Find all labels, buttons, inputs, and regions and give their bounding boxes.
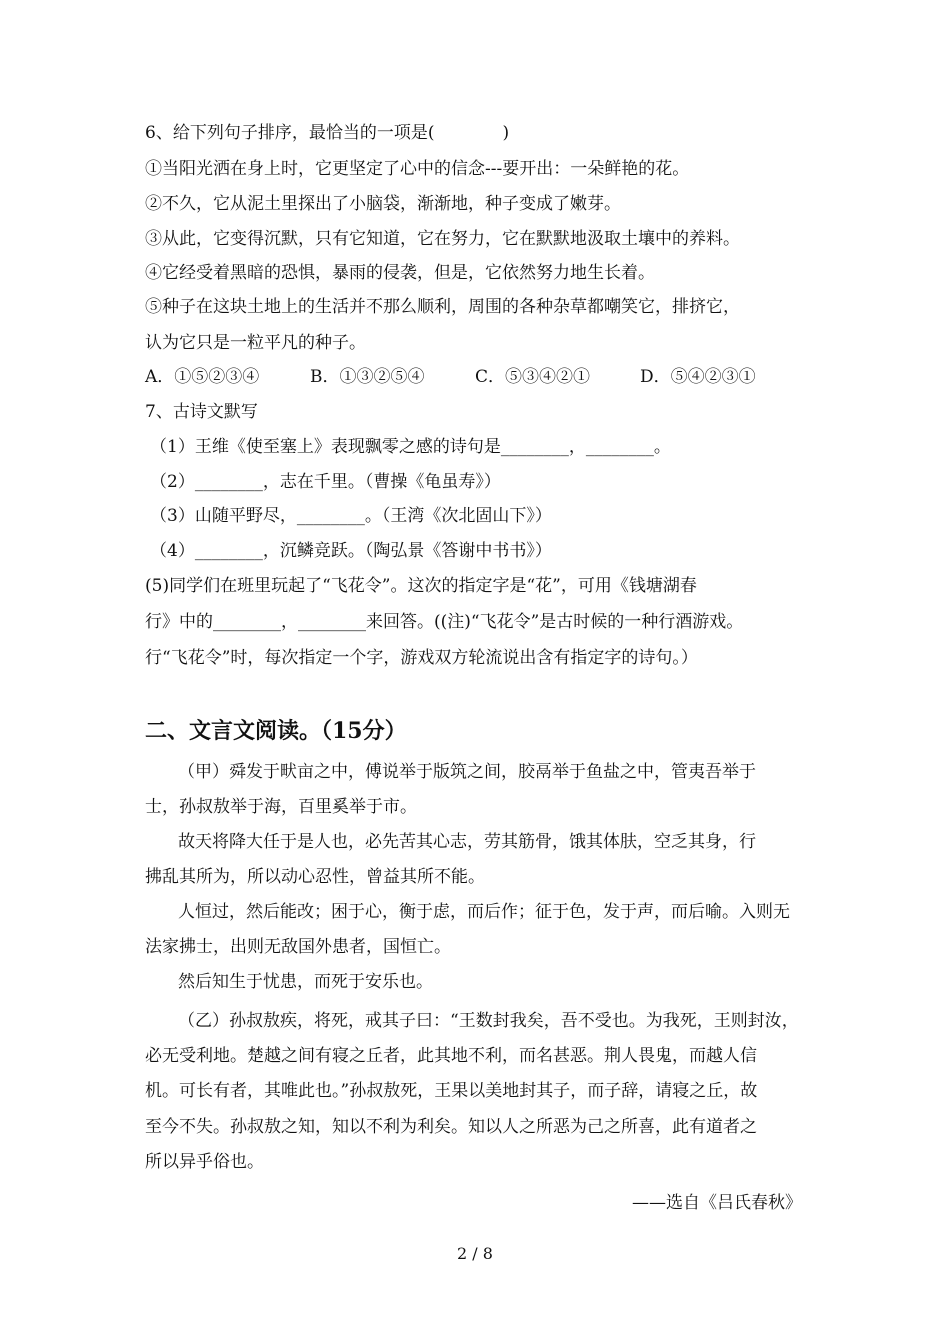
page-number: 2 / 8 — [457, 1244, 493, 1263]
passage-line: 法家拂士，出则无敌国外患者，国恒亡。 — [145, 937, 451, 957]
q6-option-d: D．⑤④②③① — [640, 367, 756, 387]
q7-item-4: （4）________，沉鳞竞跃。（陶弘景《答谢中书书》） — [150, 541, 552, 561]
q7-item-2: （2）________，志在千里。（曹操《龟虽寿》） — [150, 472, 501, 492]
q6-item-5-cont: 认为它只是一粒平凡的种子。 — [145, 333, 366, 353]
passage-line: 拂乱其所为，所以动心忍性，曾益其所不能。 — [145, 867, 485, 887]
passage-line: 机。可长有者，其唯此也。”孙叔敖死，王果以美地封其子，而子辞，请寝之丘，故 — [145, 1081, 758, 1101]
passage-line: 至今不失。孙叔敖之知，知以不利为利矣。知以人之所恶为己之所喜，此有道者之 — [145, 1117, 757, 1137]
q7-item-3: （3）山随平野尽，________。（王湾《次北固山下》） — [150, 506, 552, 526]
passage-line: 必无受利地。楚越之间有寝之丘者，此其地不利，而名甚恶。荆人畏鬼，而越人信 — [145, 1046, 757, 1066]
passage-line: （甲）舜发于畎亩之中，傅说举于版筑之间，胶鬲举于鱼盐之中，管夷吾举于 — [178, 762, 756, 782]
q6-stem: 6、给下列句子排序，最恰当的一项是( ) — [145, 123, 510, 143]
passage-line: 然后知生于忧患，而死于安乐也。 — [178, 972, 433, 992]
q6-option-c: C．⑤③④②① — [475, 367, 591, 387]
q7-stem: 7、古诗文默写 — [145, 402, 258, 422]
passage-line: 所以异乎俗也。 — [145, 1152, 264, 1172]
q7-item-5-cont-1: 行》中的________，________来回答。((注)“飞花令”是古时候的一种行酒游戏。 — [145, 612, 744, 632]
q7-item-5: (5)同学们在班里玩起了“飞花令”。这次的指定字是“花”，可用《钱塘湖春 — [145, 576, 697, 596]
q6-item-2: ②不久，它从泥土里探出了小脑袋，渐渐地，种子变成了嫩芽。 — [145, 194, 621, 214]
passage-source: ——选自《吕氏春秋》 — [632, 1193, 802, 1213]
q7-item-1: （1）王维《使至塞上》表现飘零之感的诗句是________，________。 — [150, 437, 671, 457]
q6-item-5: ⑤种子在这块土地上的生活并不那么顺利，周围的各种杂草都嘲笑它，排挤它， — [145, 297, 740, 317]
q6-option-a: A．①⑤②③④ — [145, 367, 260, 387]
q6-item-4: ④它经受着黑暗的恐惧，暴雨的侵袭，但是，它依然努力地生长着。 — [145, 263, 655, 283]
passage-line: （乙）孙叔敖疾，将死，戒其子曰：“王数封我矣，吾不受也。为我死，王则封汝， — [178, 1011, 799, 1031]
passage-line: 人恒过，然后能改；困于心，衡于虑，而后作；征于色，发于声，而后喻。入则无 — [178, 902, 790, 922]
q7-item-5-cont-2: 行“飞花令”时，每次指定一个字，游戏双方轮流说出含有指定字的诗句。） — [145, 648, 698, 668]
q6-options — [145, 366, 825, 388]
q6-option-b: B．①③②⑤④ — [310, 367, 425, 387]
q6-item-1: ①当阳光洒在身上时，它更坚定了心中的信念---要开出：一朵鲜艳的花。 — [145, 159, 690, 179]
q6-item-3: ③从此，它变得沉默，只有它知道，它在努力，它在默默地汲取土壤中的养料。 — [145, 229, 740, 249]
section-heading: 二、文言文阅读。（15分） — [145, 718, 407, 744]
passage-line: 故天将降大任于是人也，必先苦其心志，劳其筋骨，饿其体肤，空乏其身，行 — [178, 832, 756, 852]
passage-line: 士，孙叔敖举于海，百里奚举于市。 — [145, 797, 417, 817]
